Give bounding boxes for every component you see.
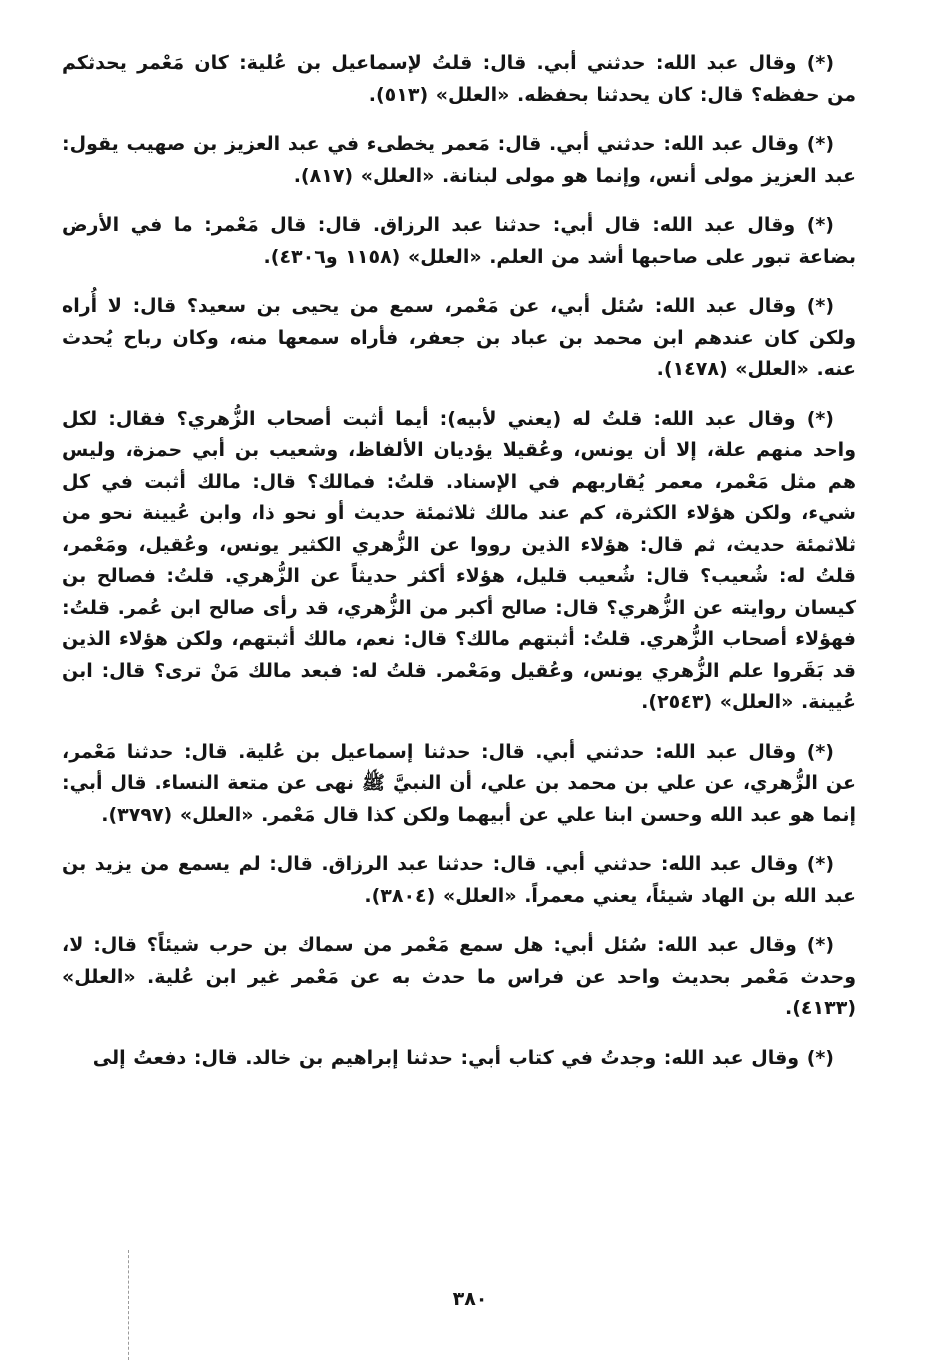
narration-entry: (*) وقال عبد الله: حدثني أبي. قال: قلتُ لإسماعيل بن عُلية: كان مَعْمر يحدثكم من حفظه؟ قال: كان يحدثنا بحفظه. «العلل» (٥١٣). <box>62 52 856 106</box>
narration-entry: (*) وقال عبد الله: حدثني أبي. قال: حدثنا إسماعيل بن عُلية. قال: حدثنا مَعْمر، عن الزُّهري، عن علي بن محمد بن علي، أن النبيَّ ﷺ نهى عن متعة النساء. قال أبي: إنما هو عبد الله وحسن ابنا علي عن أبيهما ولكن كذا قال مَعْمر. «العلل» (٣٧٩٧). <box>62 740 856 826</box>
narration-entry: (*) وقال عبد الله: حدثني أبي. قال: حدثنا عبد الرزاق. قال: لم يسمع من يزيد بن عبد الله بن الهاد شيئاً، يعني معمراً. «العلل» (٣٨٠٤). <box>62 853 856 907</box>
narration-entry: (*) وقال عبد الله: قلتُ له (يعني لأبيه): أيما أثبت أصحاب الزُّهري؟ فقال: لكل واحد منهم علة، إلا أن يونس، وعُقيلا يؤديان الألفاظ، وشعيب بن أبي حمزة، وليس هم مثل مَعْمر، معمر يُقاربهم في الإسناد. قلتُ: فمالك؟ قال: مالك أثبت في كل شيء، ولكن هؤلاء الكثرة، كم عند مالك ثلاثمئة حديث أو نحو ذا، وابن عُيينة نحو من ثلاثمئة حديث، ثم قال: هؤلاء الذين رووا عن الزُّهري الكثير يونس، وعُقيل، ومَعْمر، قلتُ له: شُعيب؟ قال: شُعيب قليل، هؤلاء أكثر حديثاً عن الزُّهري. قلتُ: فصالح بن كيسان روايته عن الزُّهري؟ قال: صالح أكبر من الزُّهري، قد رأى صالح ابن عُمر. قلتُ: فهؤلاء أصحاب الزُّهري. قلتُ: أثبتهم مالك؟ قال: نعم، مالك أثبتهم، ولكن هؤلاء الذين قد بَقَروا علم الزُّهري يونس، وعُقيل ومَعْمر. قلتُ له: فبعد مالك مَنْ ترى؟ قال: ابن عُيينة. «العلل» (٢٥٤٣). <box>62 407 856 713</box>
narration-entry: (*) وقال عبد الله: حدثني أبي. قال: مَعمر يخطىء في عبد العزيز بن صهيب يقول: عبد العزيز مولى أنس، وإنما هو مولى لبنانة. «العلل» (٨١٧). <box>62 133 856 187</box>
narration-entry: (*) وقال عبد الله: وجدتُ في كتاب أبي: حدثنا إبراهيم بن خالد. قال: دفعتُ إلى <box>92 1046 834 1069</box>
text-column <box>62 48 856 1092</box>
narration-entry: (*) وقال عبد الله: قال أبي: حدثنا عبد الرزاق. قال: قال مَعْمر: ما في الأرض بضاعة تبور على صاحبها أشد من العلم. «العلل» (١١٥٨ و٤٣٠٦). <box>62 214 856 268</box>
page-number: ٣٨٠ <box>452 1288 488 1310</box>
narration-entry: (*) وقال عبد الله: سُئل أبي: هل سمع مَعْمر من سماك بن حرب شيئاً؟ قال: لا، وحدث مَعْمر بحديث واحد عن فراس ما حدث به عن مَعْمر غير ابن عُلية. «العلل» (٤١٣٣). <box>62 934 856 1019</box>
narration-entry: (*) وقال عبد الله: سُئل أبي، عن مَعْمر، سمع من يحيى بن سعيد؟ قال: لا أُراه ولكن كان عندهم ابن محمد بن عباد بن جعفر، فأراه سمعها منه، وكان رباح يُحدث عنه. «العلل» (١٤٧٨). <box>62 295 856 380</box>
